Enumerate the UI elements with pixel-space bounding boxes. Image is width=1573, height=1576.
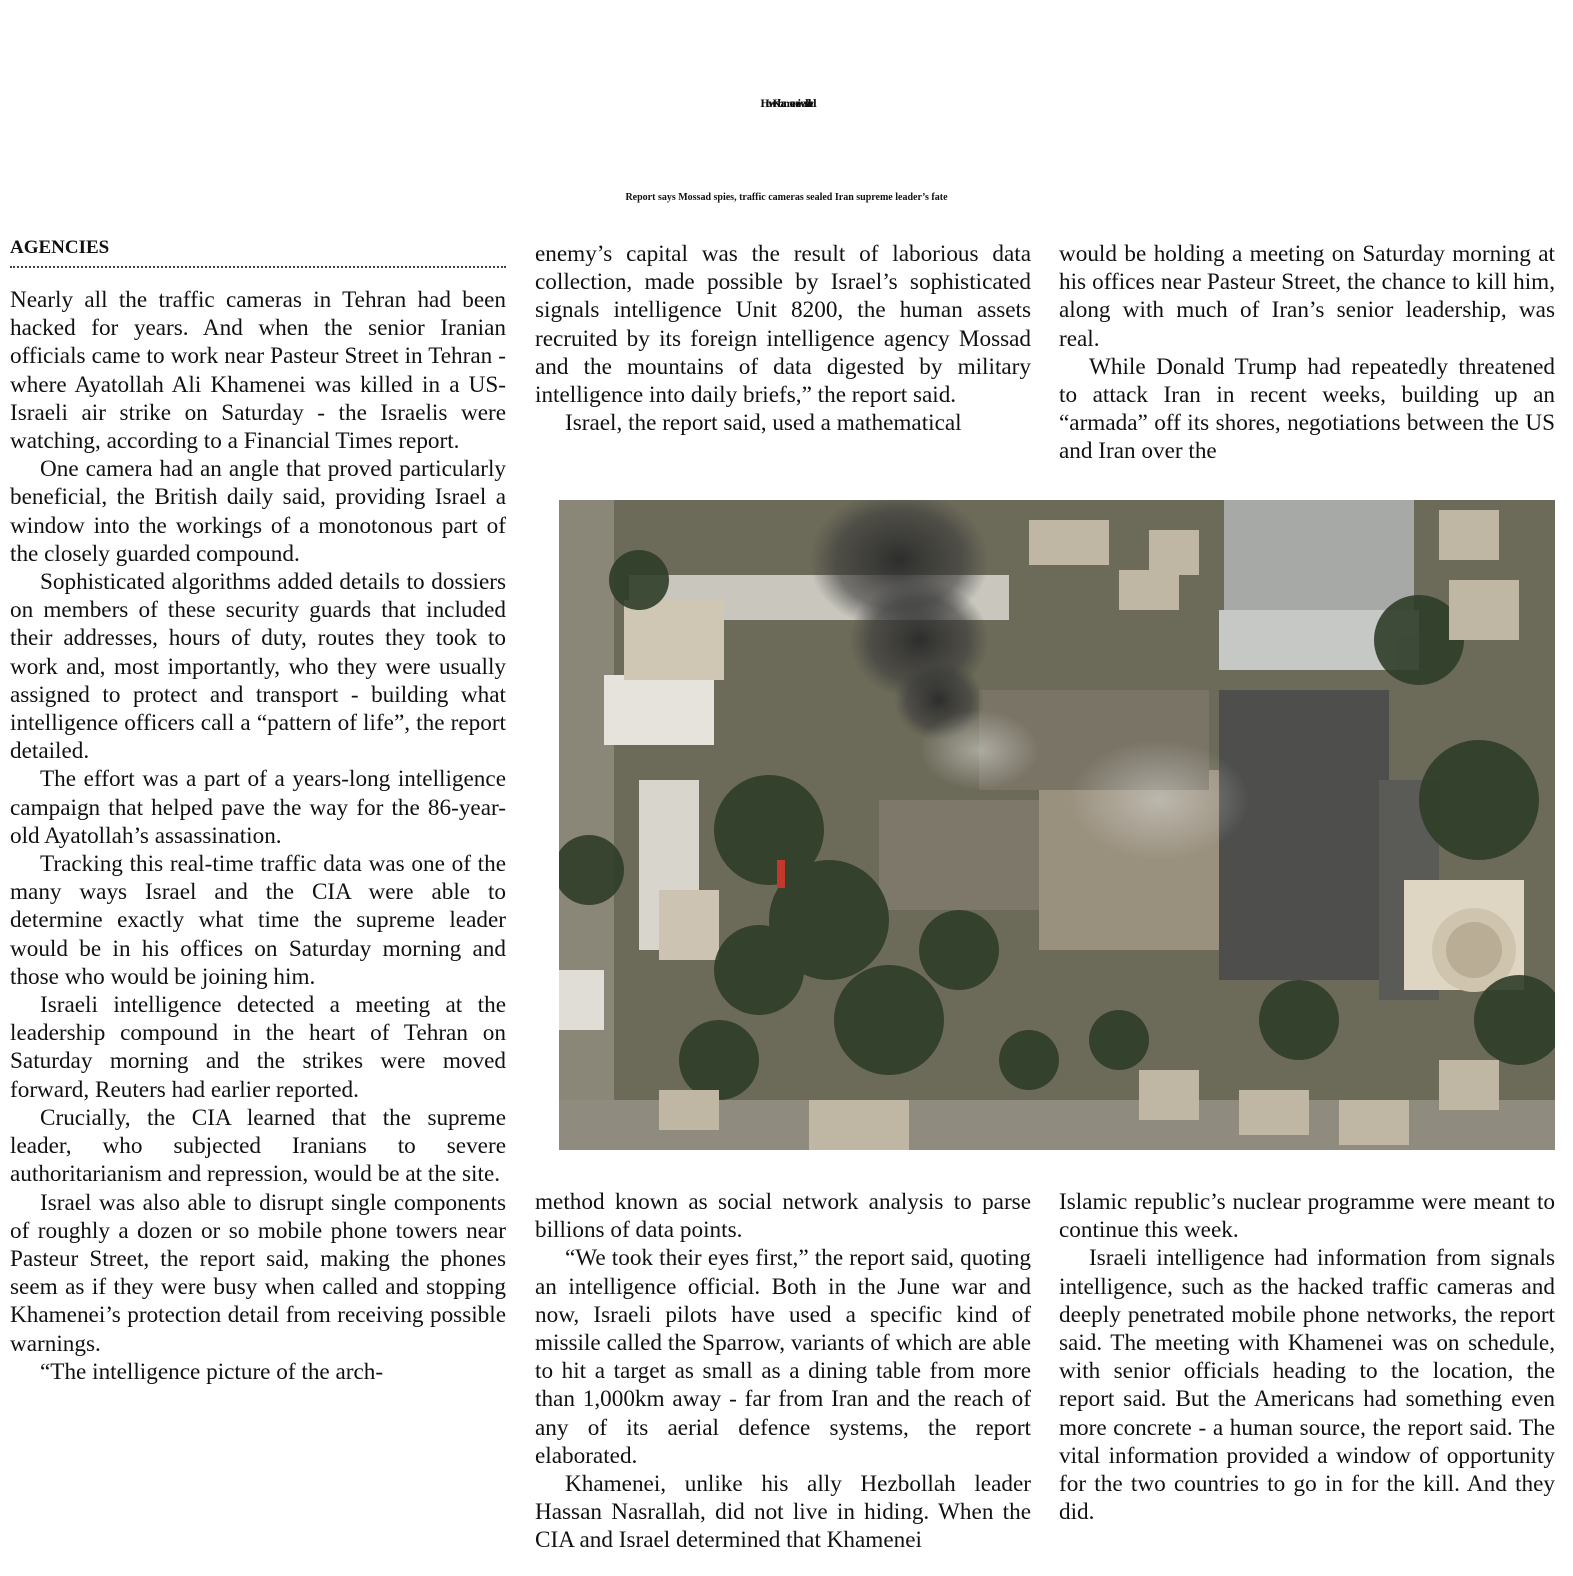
article-column-3-bottom — [1059, 1188, 1555, 1526]
article-column-1 — [10, 286, 506, 1386]
paragraph: Nearly all the traffic cameras in Tehran had been hacked for years. And when the senior Iranian officials came to work near Pasteur Street in Tehran - where Ayatollah Ali Khamenei was killed in a US-Israeli air strike on Saturday - the Israelis were watching, according to a Financial Times report. — [10, 287, 506, 455]
paragraph: Israel, the report said, used a mathematical — [565, 410, 962, 437]
article-column-2-top — [535, 240, 1031, 437]
paragraph: method known as social network analysis to parse billions of data points. — [535, 1189, 1031, 1244]
paragraph: Israel was also able to disrupt single components of roughly a dozen or so mobile phone towers near Pasteur Street, the report said, making the phones seem as if they were busy when called and stopping Khamenei’s protection detail from receiving possible warnings. — [10, 1189, 506, 1357]
paragraph: Sophisticated algorithms added details to dossiers on members of these security guards that included their addresses, hours of duty, routes they took to work and, most importantly, who they were usually assigned to protect and transport - building what intelligence officers call a “pattern of life”, the report detailed. — [10, 569, 506, 765]
paragraph: Tracking this real-time traffic data was one of the many ways Israel and the CIA were able to determine exactly what time the supreme leader would be in his offices on Saturday morning and those who would be joining him. — [10, 851, 506, 990]
satellite-image-illustration — [559, 500, 1555, 1150]
byline: AGENCIES — [10, 236, 506, 268]
paragraph: enemy’s capital was the result of laborious data collection, made possible by Israel’s sophisticated signals intelligence Unit 8200, the human assets recruited by its foreign intelligence agency Mossad and the mountains of data digested by military intelligence into daily briefs,” the report said. — [535, 241, 1031, 409]
article-column-3-top — [1059, 240, 1555, 466]
subheadline: Report says Mossad spies, traffic cameras sealed Iran supreme leader’s fate — [625, 192, 948, 203]
paragraph: While Donald Trump had repeatedly threatened to attack Iran in recent weeks, building up an “armada” off its shores, negotiations between the US and Iran over the — [1059, 353, 1555, 465]
article-column-2-bottom — [535, 1188, 1031, 1555]
paragraph: Israeli intelligence detected a meeting at the leadership compound in the heart of Tehran on Saturday morning and the strikes were moved forward, Reuters had earlier reported. — [10, 992, 506, 1103]
paragraph: “We took their eyes first,” the report said, quoting an intelligence official. Both in the June war and now, Israeli pilots have used a specific kind of missile called the Sparrow, variants of which are able to hit a target as small as a dining table from more than 1,000km away - far from Iran and the reach of any of its aerial defence systems, the report elaborated. — [535, 1245, 1031, 1469]
paragraph: “The intelligence picture of the arch- — [40, 1358, 384, 1385]
paragraph: Israeli intelligence had information from signals intelligence, such as the hacked traffic cameras and deeply penetrated mobile phone networks, the report said. The meeting with Khamenei was on schedule, with senior officials heading to the location, the report said. But the Americans had something even more concrete - a human source, the report said. The vital information provided a window of opportunity for the two countries to go in for the kill. And they did. — [1059, 1245, 1555, 1526]
headline: How Khamenei was killed — [760, 99, 813, 110]
paragraph: Islamic republic’s nuclear programme were meant to continue this week. — [1059, 1189, 1555, 1244]
paragraph: The effort was a part of a years-long intelligence campaign that helped pave the way for the 86-year-old Ayatollah’s assassination. — [10, 766, 506, 849]
paragraph: One camera had an angle that proved particularly beneficial, the British daily said, providing Israel a window into the workings of a monotonous part of the closely guarded compound. — [10, 456, 506, 567]
satellite-photo — [559, 500, 1555, 1150]
paragraph: Khamenei, unlike his ally Hezbollah leader Hassan Nasrallah, did not live in hiding. When the CIA and Israel determined that Khamenei — [535, 1471, 1031, 1554]
paragraph: would be holding a meeting on Saturday morning at his offices near Pasteur Street, the chance to kill him, along with much of Iran’s senior leadership, was real. — [1059, 241, 1555, 352]
paragraph: Crucially, the CIA learned that the supreme leader, who subjected Iranians to severe authoritarianism and repression, would be at the site. — [10, 1104, 506, 1188]
